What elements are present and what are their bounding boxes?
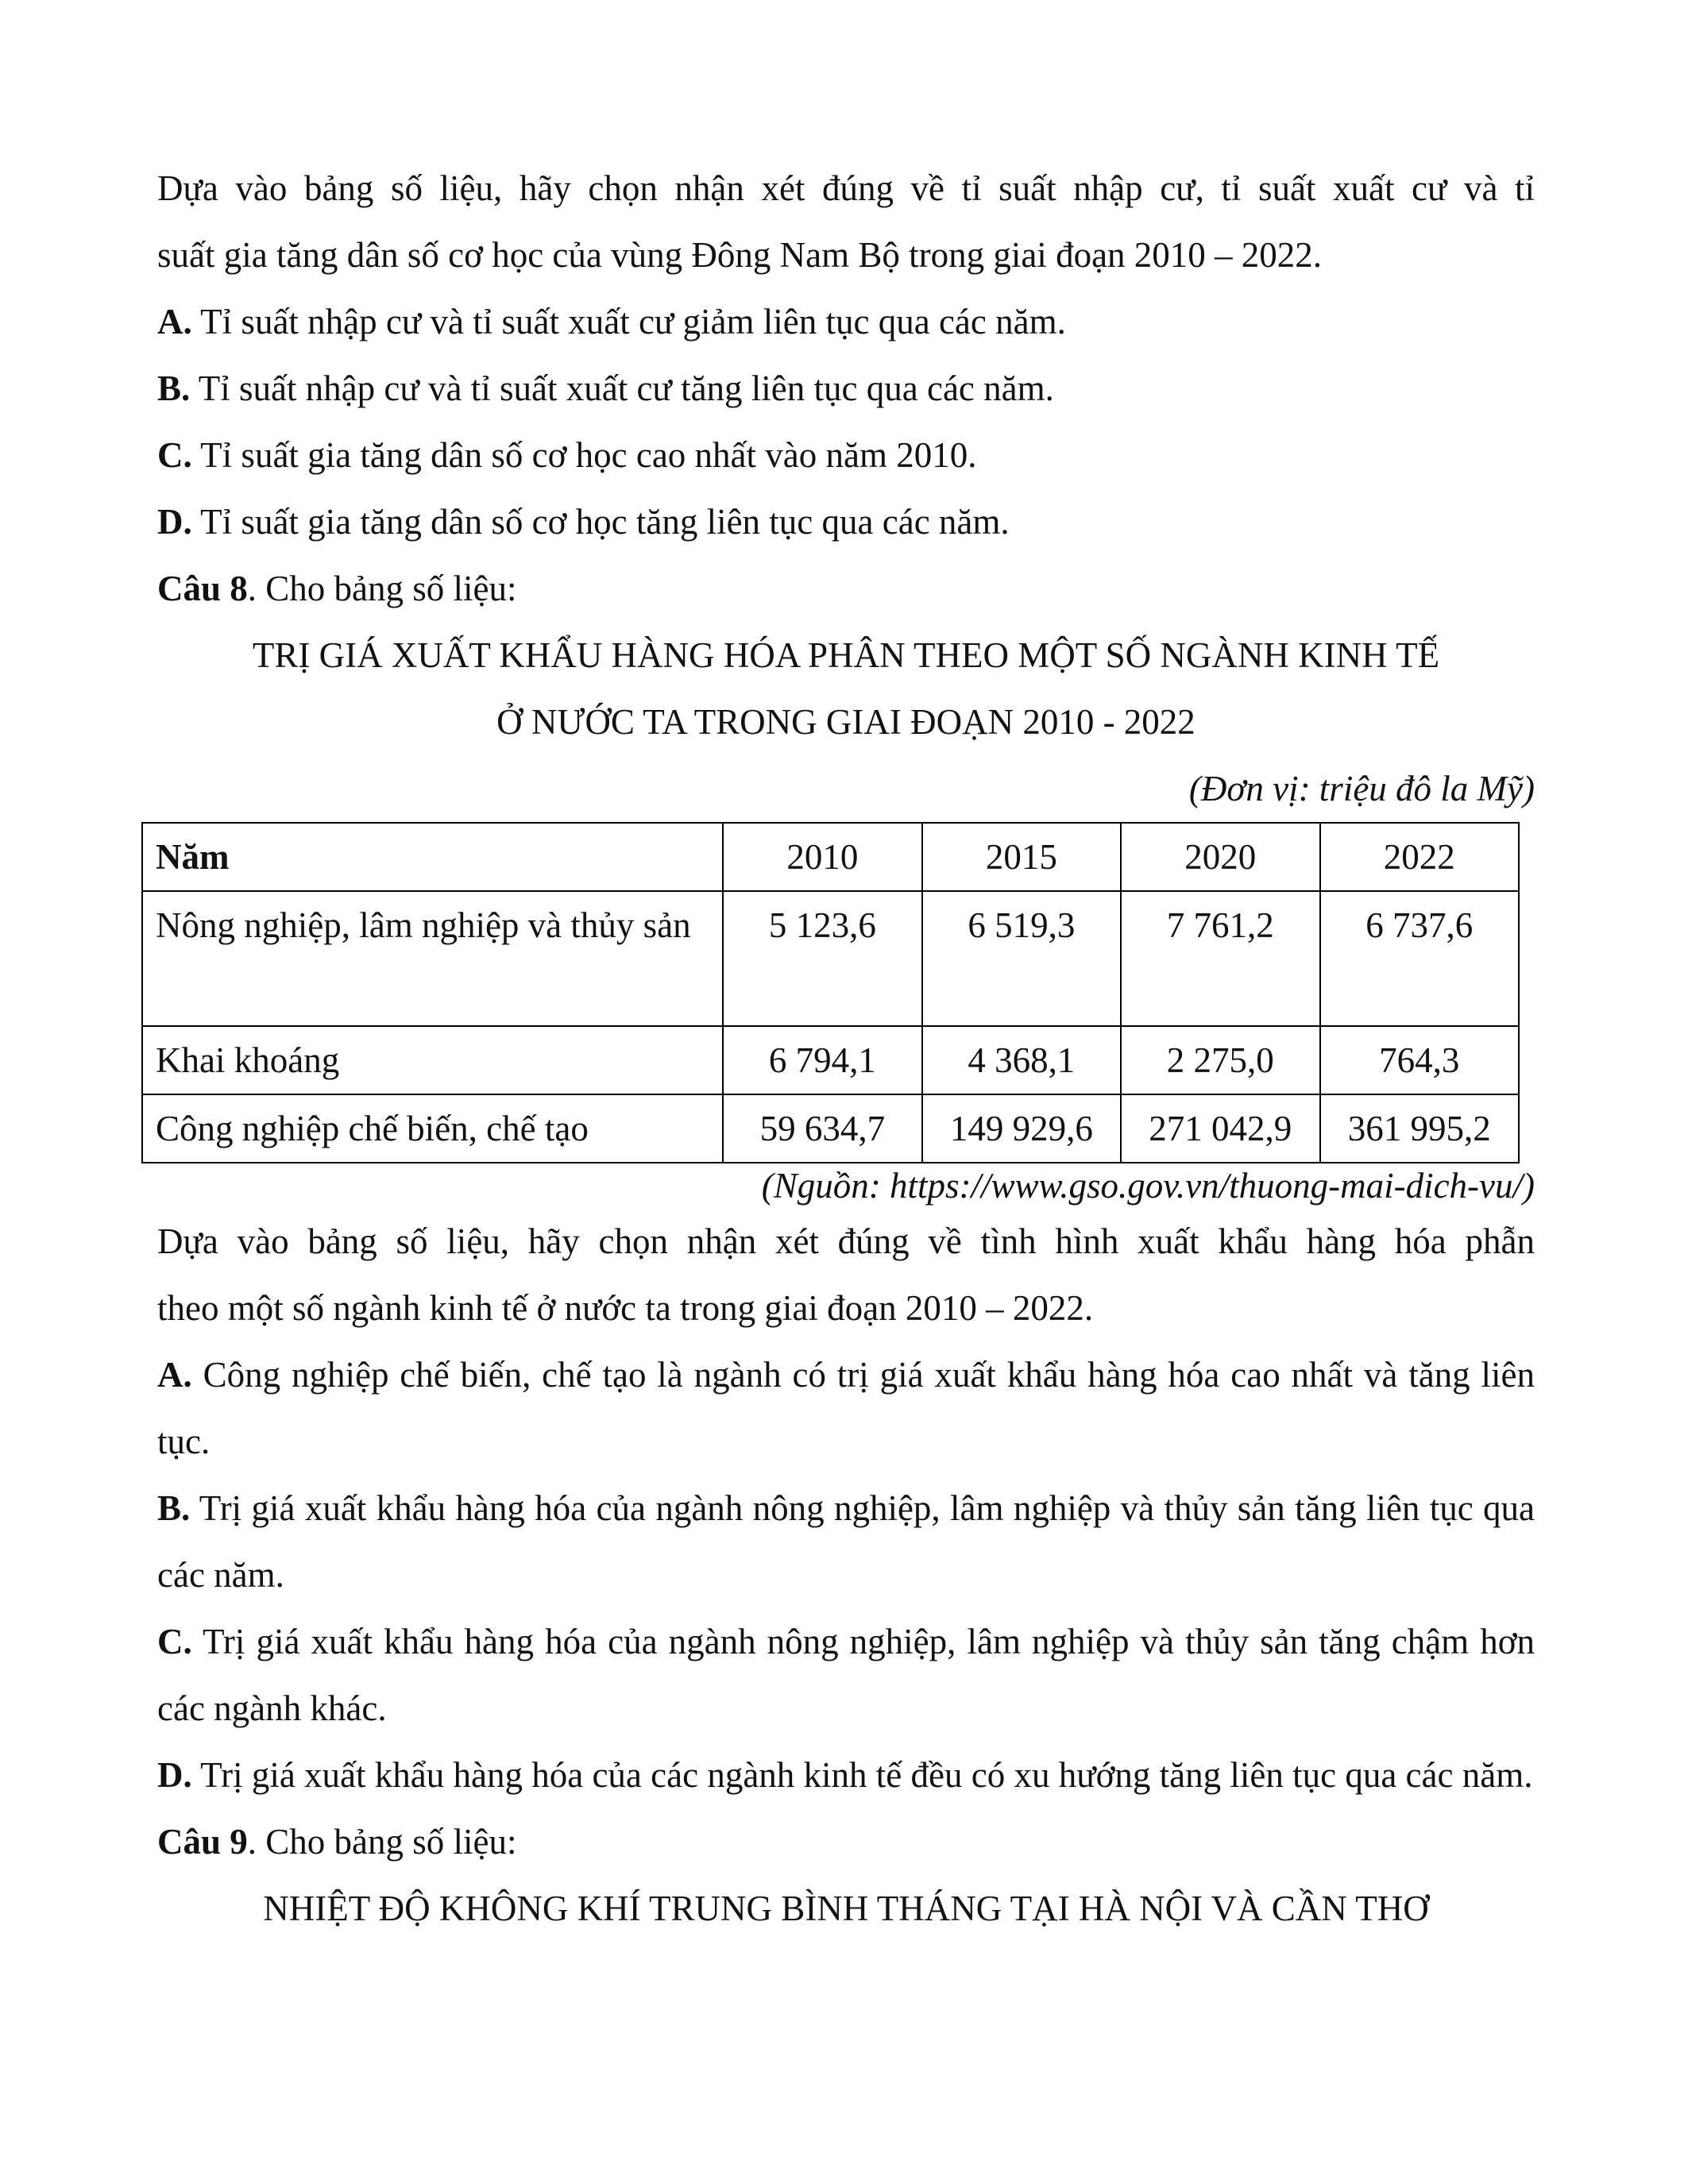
option-text: Tỉ suất gia tăng dân số cơ học cao nhất vào năm 2010. xyxy=(191,435,977,475)
q8-option-b[interactable] xyxy=(157,1475,1535,1608)
option-text: Tỉ suất gia tăng dân số cơ học tăng liên tục qua các năm. xyxy=(191,502,1010,542)
option-letter: B. xyxy=(157,1488,191,1528)
question-prompt: . Cho bảng số liệu: xyxy=(247,1822,517,1862)
q8-source: (Nguồn: https://www.gso.gov.vn/thuong-mai-dich-vu/) xyxy=(761,1166,1535,1206)
q8-table-title-line2: Ở NƯỚC TA TRONG GIAI ĐOẠN 2010 - 2022 xyxy=(496,702,1196,742)
document-page xyxy=(157,155,1535,1942)
table-cell: 7 761,2 xyxy=(1121,891,1319,1026)
table-cell: 149 929,6 xyxy=(922,1094,1121,1163)
option-letter: C. xyxy=(157,435,192,475)
q7-option-a[interactable] xyxy=(157,288,1535,355)
q7-option-c[interactable] xyxy=(157,422,1535,488)
table-cell: 271 042,9 xyxy=(1121,1094,1319,1163)
header-cell: Năm xyxy=(142,823,723,891)
header-cell: 2022 xyxy=(1320,823,1519,891)
q8-question-line2: theo một số ngành kinh tế ở nước ta trong giai đoạn 2010 – 2022. xyxy=(157,1288,1094,1328)
q8-option-c[interactable] xyxy=(157,1608,1535,1742)
q7-question-line2: suất gia tăng dân số cơ học của vùng Đông Nam Bộ trong giai đoạn 2010 – 2022. xyxy=(157,235,1323,275)
question-prompt: . Cho bảng số liệu: xyxy=(247,569,517,608)
q8-table-title-line1: TRỊ GIÁ XUẤT KHẨU HÀNG HÓA PHÂN THEO MỘT SỐ NGÀNH KINH TẾ xyxy=(252,635,1440,675)
table-cell: 764,3 xyxy=(1320,1026,1519,1094)
option-letter: A. xyxy=(157,1355,192,1395)
question-number: Câu 9 xyxy=(157,1822,248,1862)
header-cell: 2020 xyxy=(1121,823,1319,891)
table-header-row xyxy=(142,823,1519,891)
table-row xyxy=(142,1094,1519,1163)
option-letter: D. xyxy=(157,1755,192,1795)
q8-unit: (Đơn vị: triệu đô la Mỹ) xyxy=(1188,769,1535,808)
table-row xyxy=(142,1026,1519,1094)
table-cell: 6 519,3 xyxy=(922,891,1121,1026)
table-cell: 2 275,0 xyxy=(1121,1026,1319,1094)
table-row xyxy=(142,891,1519,1026)
q9-heading xyxy=(157,1808,1535,1875)
q7-option-b[interactable] xyxy=(157,355,1535,422)
row-label: Khai khoáng xyxy=(142,1026,723,1094)
option-letter: B. xyxy=(157,369,191,408)
header-cell: 2010 xyxy=(723,823,921,891)
q8-question-line1: Dựa vào bảng số liệu, hãy chọn nhận xét đúng về tình hình xuất khẩu hàng hóa phẫn xyxy=(157,1221,1535,1261)
option-text: Trị giá xuất khẩu hàng hóa của ngành nông nghiệp, lâm nghiệp và thủy sản tăng chậm hơn các ngành khác. xyxy=(157,1622,1535,1728)
table-cell: 6 737,6 xyxy=(1320,891,1519,1026)
option-text: Trị giá xuất khẩu hàng hóa của ngành nông nghiệp, lâm nghiệp và thủy sản tăng liên tục qua các năm. xyxy=(157,1488,1535,1595)
option-letter: A. xyxy=(157,302,192,341)
option-letter: D. xyxy=(157,502,192,542)
option-text: Tỉ suất nhập cư và tỉ suất xuất cư giảm liên tục qua các năm. xyxy=(191,302,1066,341)
header-cell: 2015 xyxy=(922,823,1121,891)
option-text: Trị giá xuất khẩu hàng hóa của các ngành kinh tế đều có xu hướng tăng liên tục qua các năm. xyxy=(191,1755,1533,1795)
q7-question-line1: Dựa vào bảng số liệu, hãy chọn nhận xét đúng về tỉ suất nhập cư, tỉ suất xuất cư và tỉ xyxy=(157,168,1535,208)
table-cell: 6 794,1 xyxy=(723,1026,921,1094)
question-number: Câu 8 xyxy=(157,569,248,608)
option-text: Tỉ suất nhập cư và tỉ suất xuất cư tăng liên tục qua các năm. xyxy=(190,369,1054,408)
option-text: Công nghiệp chế biến, chế tạo là ngành có trị giá xuất khẩu hàng hóa cao nhất và tăng liên tục. xyxy=(157,1355,1535,1461)
table-cell: 59 634,7 xyxy=(723,1094,921,1163)
table-cell: 361 995,2 xyxy=(1320,1094,1519,1163)
row-label: Công nghiệp chế biến, chế tạo xyxy=(142,1094,723,1163)
option-letter: C. xyxy=(157,1622,192,1661)
q8-option-a[interactable] xyxy=(157,1341,1535,1475)
table-cell: 5 123,6 xyxy=(723,891,921,1026)
q7-option-d[interactable] xyxy=(157,488,1535,555)
row-label: Nông nghiệp, lâm nghiệp và thủy sản xyxy=(142,891,723,1026)
q8-heading xyxy=(157,555,1535,622)
q9-table-title-line1: NHIỆT ĐỘ KHÔNG KHÍ TRUNG BÌNH THÁNG TẠI HÀ NỘI VÀ CẦN THƠ xyxy=(263,1889,1429,1928)
q8-data-table xyxy=(141,822,1520,1163)
q8-option-d[interactable] xyxy=(157,1742,1535,1808)
table-cell: 4 368,1 xyxy=(922,1026,1121,1094)
